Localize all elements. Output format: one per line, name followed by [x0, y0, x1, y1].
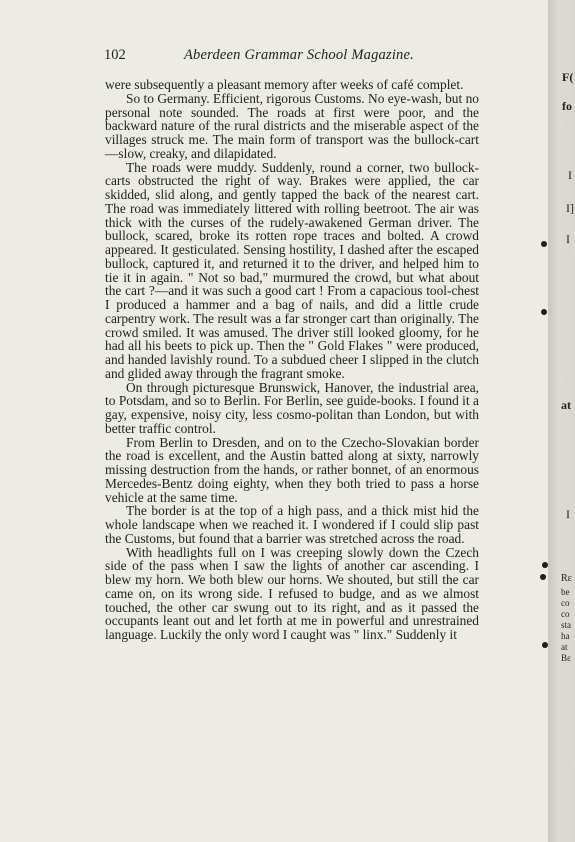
edge-text-fragment: co — [561, 598, 570, 608]
edge-text-fragment: I — [566, 232, 570, 246]
page-header — [104, 47, 484, 64]
paragraph-1: were subsequently a pleasant memory after weeks of café complet. — [105, 77, 464, 92]
ink-spot-mark — [540, 574, 546, 580]
edge-text-fragment: at — [561, 642, 568, 652]
edge-text-fragment: I — [568, 168, 572, 182]
paragraph-7: With headlights full on I was creeping slowly down the Czech side of the pass when I saw the lights of another car ascending. I blew my horn. We both blew our horns. We shouted, but still the car came on, on its wrong side. I refused to budge, and as we almost touched, the other car swung out to its right, and as it passed the occupants leant out and let forth at me in powerful and unrestrained language. Luckily the only word I caught was " linx." Suddenly it — [105, 544, 479, 642]
paragraph-4: On through picturesque Brunswick, Hanover, the industrial area, to Potsdam, and so to Berlin. For Berlin, see guide-books. I found it a gay, expensive, noisy city, less cosmo-politan than London, but with better traffic control. — [105, 379, 479, 436]
facing-page-edge — [548, 0, 575, 842]
running-title: Aberdeen Grammar School Magazine. — [184, 47, 414, 63]
edge-text-fragment: fo — [562, 99, 572, 113]
paragraph-5: From Berlin to Dresden, and on to the Czecho-Slovakian border the road is excellent, and the Austin batted along at sixty, narrowly missing destruction from the hands, or rather bonnet, of an enormous Mercedes-Bentz doing eighty, when they both tried to pass a horse vehicle at the same time. — [105, 434, 479, 505]
edge-text-fragment: F( — [562, 70, 574, 84]
edge-text-fragment: sta — [561, 620, 571, 630]
ink-spot-mark — [541, 309, 547, 315]
page-number: 102 — [104, 47, 126, 63]
edge-text-fragment: Rε — [561, 573, 572, 584]
edge-text-fragment: at — [561, 398, 571, 412]
ink-spot-mark — [541, 241, 547, 247]
edge-text-fragment: be — [561, 587, 570, 597]
edge-text-fragment: I — [566, 507, 570, 521]
paragraph-6: The border is at the top of a high pass, and a thick mist hid the whole landscape when we reached it. I wondered if I could slip past the Customs, but found that a barrier was stretched across the road. — [105, 503, 479, 546]
edge-text-fragment: ha — [561, 631, 570, 641]
paragraph-2: So to Germany. Efficient, rigorous Customs. No eye-wash, but no personal note sounded. The roads at first were poor, and the backward nature of the rural districts and the miserable aspect of the villages struck me. The main form of transport was the bullock-cart—slow, creaky, and dilapidated. — [105, 90, 479, 161]
article-body — [105, 78, 479, 642]
edge-text-fragment: Bε — [561, 653, 571, 663]
paragraph-3: The roads were muddy. Suddenly, round a corner, two bullock-carts obstructed the right of way. Brakes were applied, the car skidded, slid along, and gently tapped the back of the nearest cart. The road was immediately littered with rolling beetroot. The air was thick with the curses of the rudely-awakened German driver. The bullock, scared, broke its rotten rope traces and bolted. A crowd appeared. It gesticulated. Sensing hostility, I dashed after the escaped bullock, captured it, and returned it to the driver, and helped him to tie it in again. " Not so bad," murmured the crowd, but what about the cart ?—and it was such a good cart ! From a capacious tool-chest I produced a hammer and a bag of nails, and did a little crude carpentry work. The result was a far stronger cart than originally. The crowd smiled. It was amused. The driver still looked gloomy, for he had all his beets to pick up. Then the " Gold Flakes " were produced, and handed lavishly round. To a subdued cheer I slipped in the clutch and glided away through the fragrant smoke. — [105, 159, 479, 381]
edge-text-fragment: I] — [566, 201, 574, 215]
edge-text-fragment: co — [561, 609, 570, 619]
